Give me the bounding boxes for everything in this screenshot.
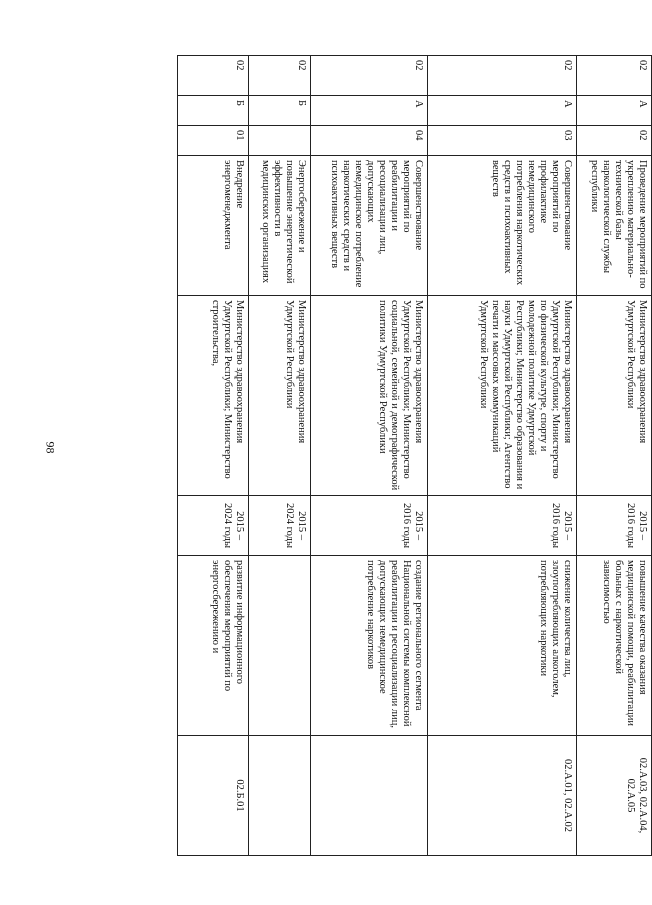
executor: Министерство здравоохранения Удмуртской Республики bbox=[577, 296, 652, 496]
indicator-codes: 02.А.03, 02.А.04, 02.А.05 bbox=[577, 736, 652, 856]
expected-result: снижение количества лиц, злоупотребляющих алкоголем, потребляющих наркотики bbox=[428, 556, 577, 736]
indicator-codes bbox=[311, 736, 428, 856]
subprogram-code: А bbox=[311, 96, 428, 126]
expected-result bbox=[249, 556, 311, 736]
program-code: 02 bbox=[249, 56, 311, 96]
expected-result: создание регионального сегмента Национальной системы комплексной реабилитации и ресоциализации лиц, допускающих немедицинское потребление наркотиков bbox=[311, 556, 428, 736]
executor: Министерство здравоохранения Удмуртской Республики; Министерство по физической культуре, спорту и молодежной политике Удмуртской Республики; Министерство образования и науки Удмуртской Республики; Агентство печати и массовых коммуникаций Удмуртской Республики bbox=[428, 296, 577, 496]
expected-result: повышение качества оказания медицинской помощи, реабилитации больных с наркотической зависимостью bbox=[577, 556, 652, 736]
table-row bbox=[249, 56, 311, 856]
period: 2015 – 2016 годы bbox=[577, 496, 652, 556]
subprogram-code: А bbox=[577, 96, 652, 126]
measure-name: Внедрение энергоменеджмента bbox=[178, 156, 249, 296]
expected-result: развитие информационного обеспечения мероприятий по энергосбережению и bbox=[178, 556, 249, 736]
rotated-table-container bbox=[72, 55, 652, 855]
measure-code bbox=[249, 126, 311, 156]
executor: Министерство здравоохранения Удмуртской Республики; Министерство строительства, bbox=[178, 296, 249, 496]
measure-code: 02 bbox=[577, 126, 652, 156]
table-row bbox=[428, 56, 577, 856]
executor: Министерство здравоохранения Удмуртской Республики; Министерство социальной, семейной и демографической политики Удмуртской Республики bbox=[311, 296, 428, 496]
indicator-codes: 02.Б.01 bbox=[178, 736, 249, 856]
measure-name: Совершенствование мероприятий по реабилитации и ресоциализации лиц, допускающих немедицинское потребление наркотических средств и психоактивных веществ bbox=[311, 156, 428, 296]
program-code: 02 bbox=[311, 56, 428, 96]
page-number: 98 bbox=[43, 441, 58, 454]
period: 2015 – 2016 годы bbox=[311, 496, 428, 556]
table-row bbox=[178, 56, 249, 856]
measure-name: Энергосбережение и повышение энергетической эффективности в медицинских организациях bbox=[249, 156, 311, 296]
table-row bbox=[577, 56, 652, 856]
subprogram-code: Б bbox=[178, 96, 249, 126]
subprogram-code: А bbox=[428, 96, 577, 126]
program-code: 02 bbox=[577, 56, 652, 96]
indicator-codes bbox=[249, 736, 311, 856]
measure-code: 03 bbox=[428, 126, 577, 156]
program-code: 02 bbox=[178, 56, 249, 96]
period: 2015 – 2024 годы bbox=[178, 496, 249, 556]
subprogram-code: Б bbox=[249, 96, 311, 126]
measure-name: Проведение мероприятий по укреплению материально-технической базы наркологической службы республики bbox=[577, 156, 652, 296]
executor: Министерство здравоохранения Удмуртской Республики bbox=[249, 296, 311, 496]
period: 2015 – 2016 годы bbox=[428, 496, 577, 556]
measure-name: Совершенствование мероприятий по профилактике немедицинского потребления наркотических средств и психоактивных веществ bbox=[428, 156, 577, 296]
program-code: 02 bbox=[428, 56, 577, 96]
table-row bbox=[311, 56, 428, 856]
indicator-codes: 02.А.01, 02.А.02 bbox=[428, 736, 577, 856]
period: 2015 – 2024 годы bbox=[249, 496, 311, 556]
measure-code: 01 bbox=[178, 126, 249, 156]
measure-code: 04 bbox=[311, 126, 428, 156]
program-table bbox=[177, 55, 652, 856]
